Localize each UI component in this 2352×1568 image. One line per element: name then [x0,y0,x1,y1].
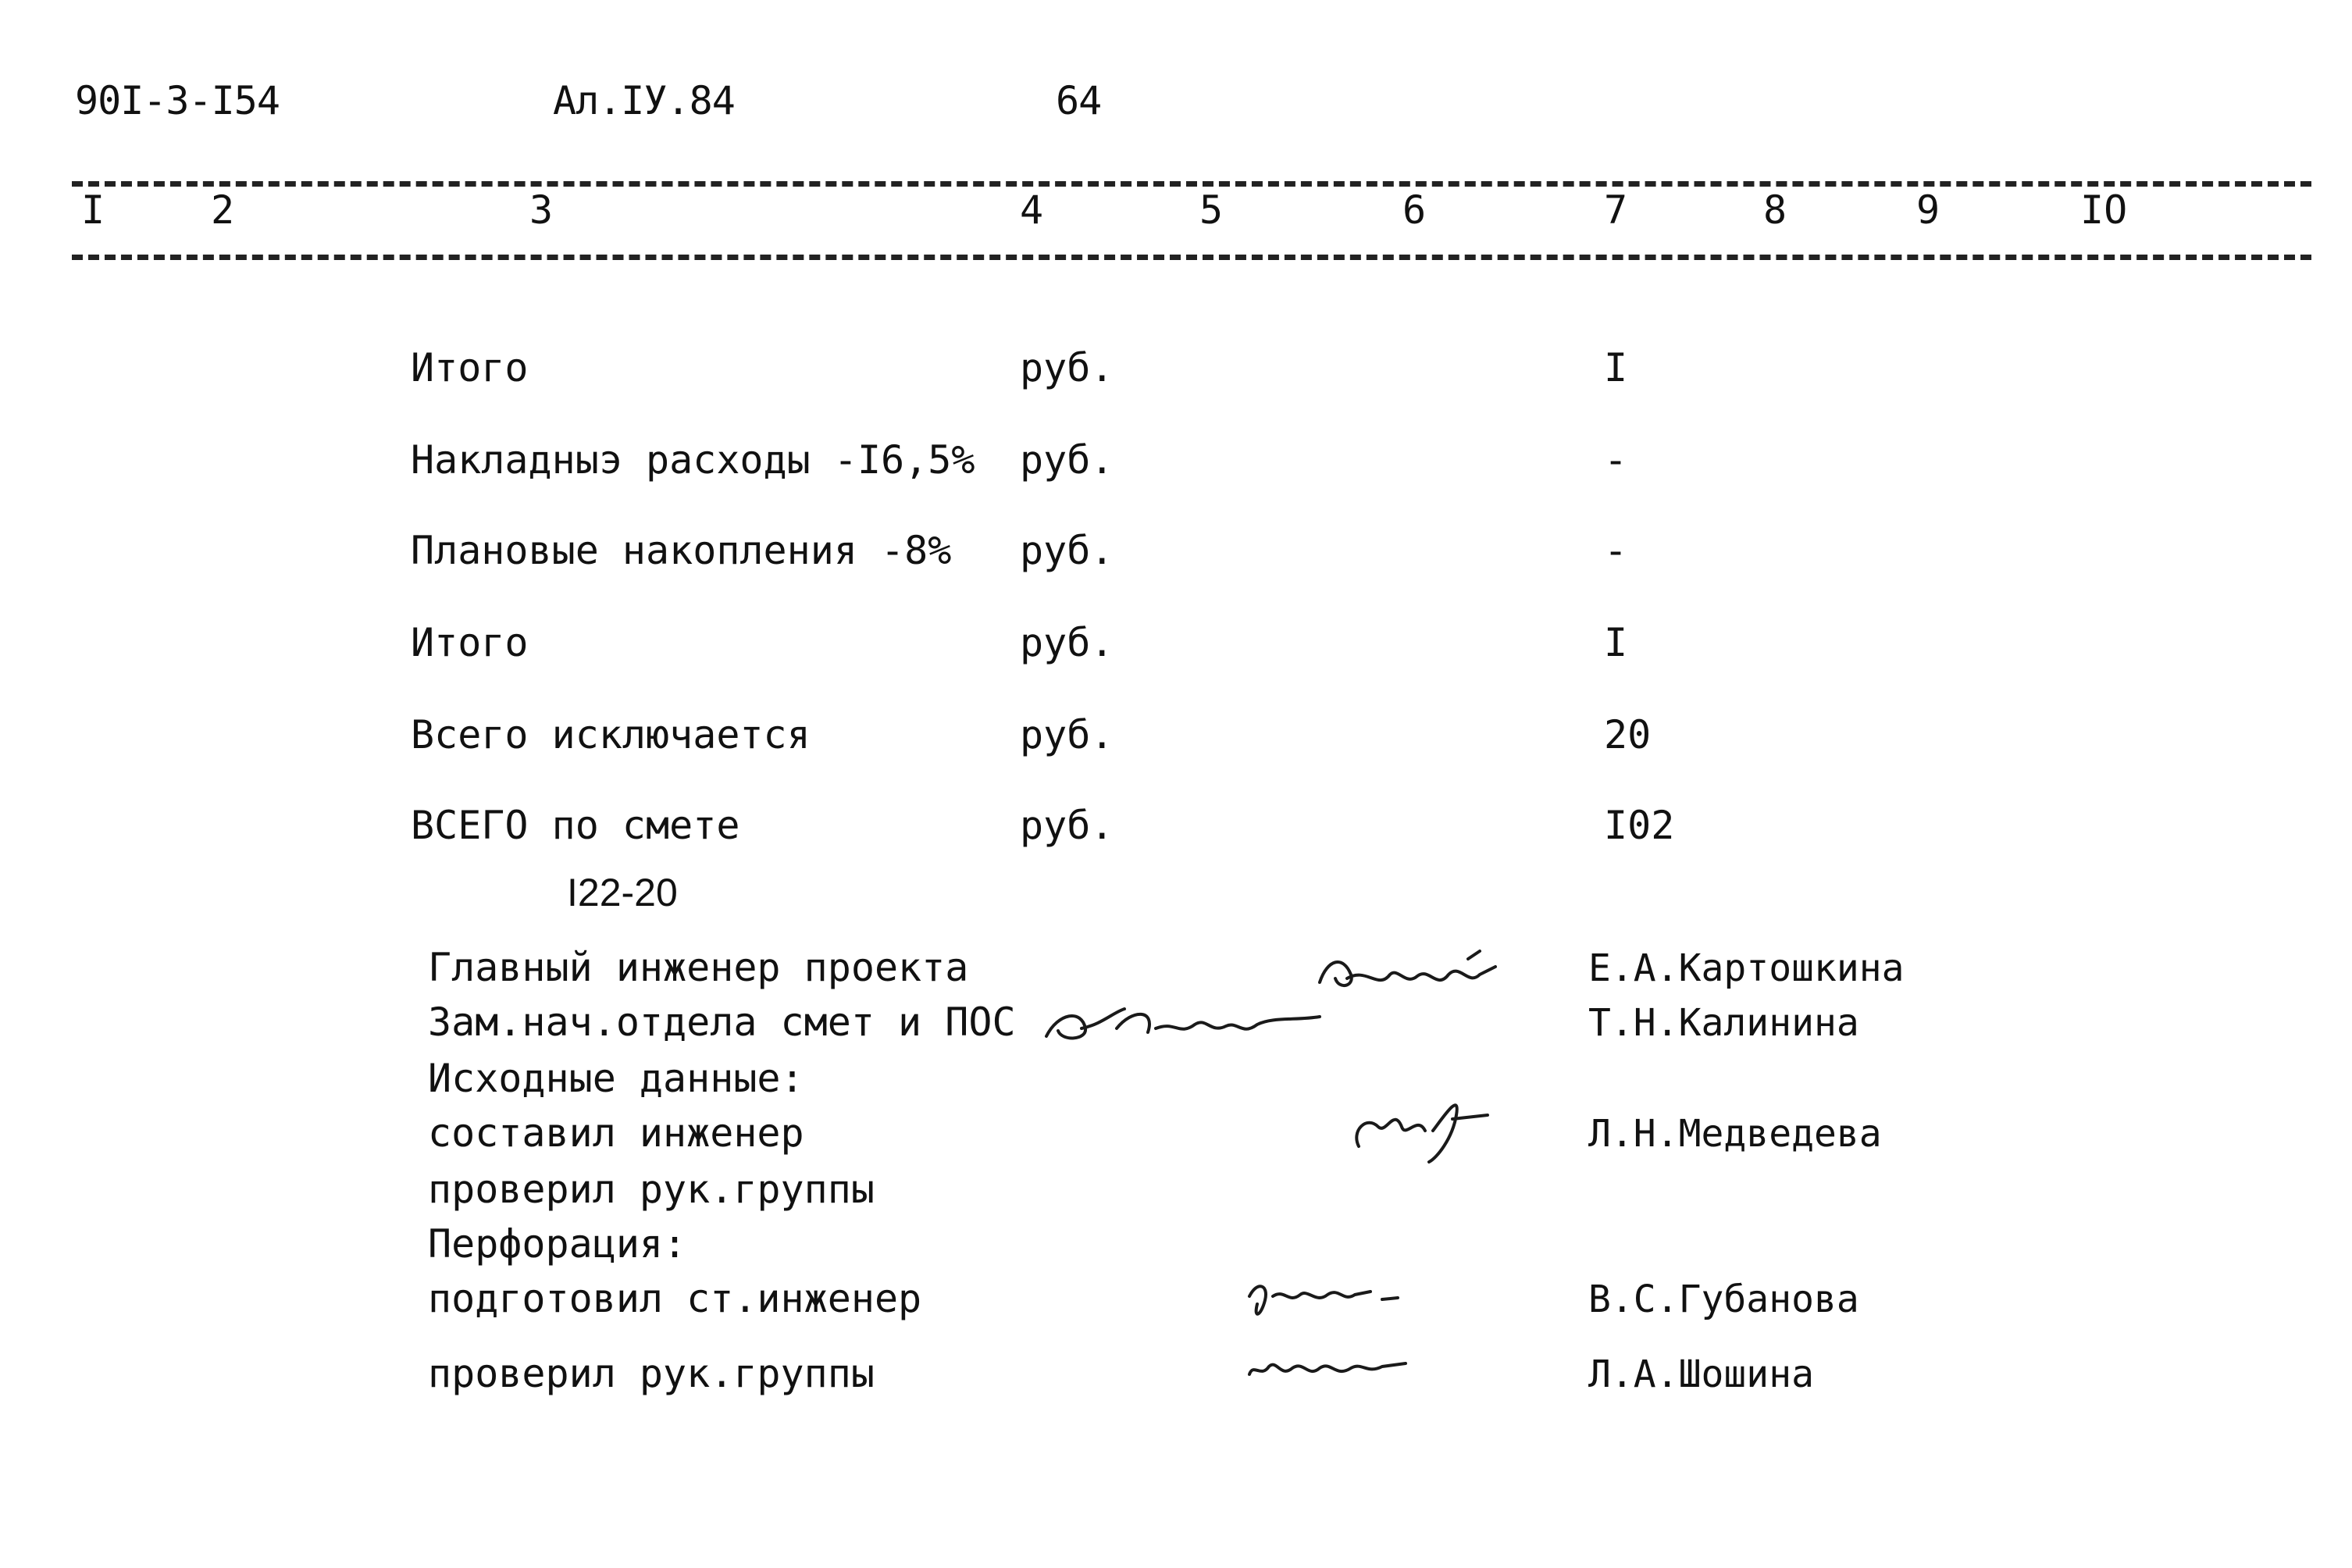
top-dashed-rule [72,181,2311,187]
totals-row-label: Плановые накопления -8% [411,528,952,573]
totals-row-value: I [1604,345,1628,390]
signature-name: Л.Н.Медведева [1588,1112,1882,1156]
column-number-7: 7 [1604,187,1628,233]
totals-row-unit: руб. [1020,345,1114,390]
page-number: 64 [1056,78,1102,123]
signature-role: подготовил ст.инженер [428,1276,922,1321]
album-reference: Ал.IУ.84 [553,78,735,123]
handwritten-signature-perforation-check [1242,1343,1429,1398]
signature-name: Е.А.Картошкина [1588,946,1905,990]
totals-row-value: - [1604,437,1628,483]
column-number-6: 6 [1402,187,1427,233]
signature-name: Т.Н.Калинина [1588,1001,1859,1045]
column-number-4: 4 [1020,187,1044,233]
totals-row-unit: руб. [1020,803,1114,848]
totals-row-label: Итого [411,345,529,390]
totals-row-unit: руб. [1020,437,1114,483]
column-number-3: 3 [529,187,554,233]
bottom-dashed-rule [72,255,2311,260]
column-number-1: I [81,187,105,233]
signature-role: Зам.нач.отдела смет и ПОС [428,1000,1016,1045]
signature-role: составил инженер [428,1110,804,1156]
handwritten-signature-deputy-head [1039,993,1335,1056]
totals-row-label: ВСЕГО по смете [411,803,740,848]
column-number-10: IO [2080,187,2128,233]
totals-row-value: I [1604,620,1628,665]
totals-row-value: - [1604,528,1628,573]
signature-name: В.С.Губанова [1588,1278,1859,1321]
column-number-8: 8 [1763,187,1787,233]
column-number-2: 2 [211,187,235,233]
handwritten-signature-chief-engineer [1312,943,1515,1014]
signature-role: Исходные данные: [428,1056,804,1101]
column-number-9: 9 [1916,187,1940,233]
totals-row-unit: руб. [1020,620,1114,665]
signature-role: проверил рук.группы [428,1167,875,1212]
signature-name: Л.А.Шошина [1588,1352,1814,1396]
document-code: 90I-3-I54 [75,78,280,123]
totals-row-label: Итого [411,620,529,665]
totals-row-label: Всего исключается [411,712,811,757]
column-number-5: 5 [1199,187,1224,233]
handwritten-signature-perforation-prep [1242,1265,1429,1327]
handwritten-signature-compiler [1343,1084,1515,1170]
totals-row-value: 20 [1604,712,1652,757]
subtotal-value: I22-20 [567,871,678,914]
totals-row-value: I02 [1604,803,1675,848]
signature-role: проверил рук.группы [428,1351,875,1396]
totals-row-unit: руб. [1020,712,1114,757]
totals-row-label: Накладныэ расходы -I6,5% [411,437,975,483]
signature-role: Главный инженер проекта [428,945,969,990]
signature-role: Перфорация: [428,1221,687,1267]
totals-row-unit: руб. [1020,528,1114,573]
